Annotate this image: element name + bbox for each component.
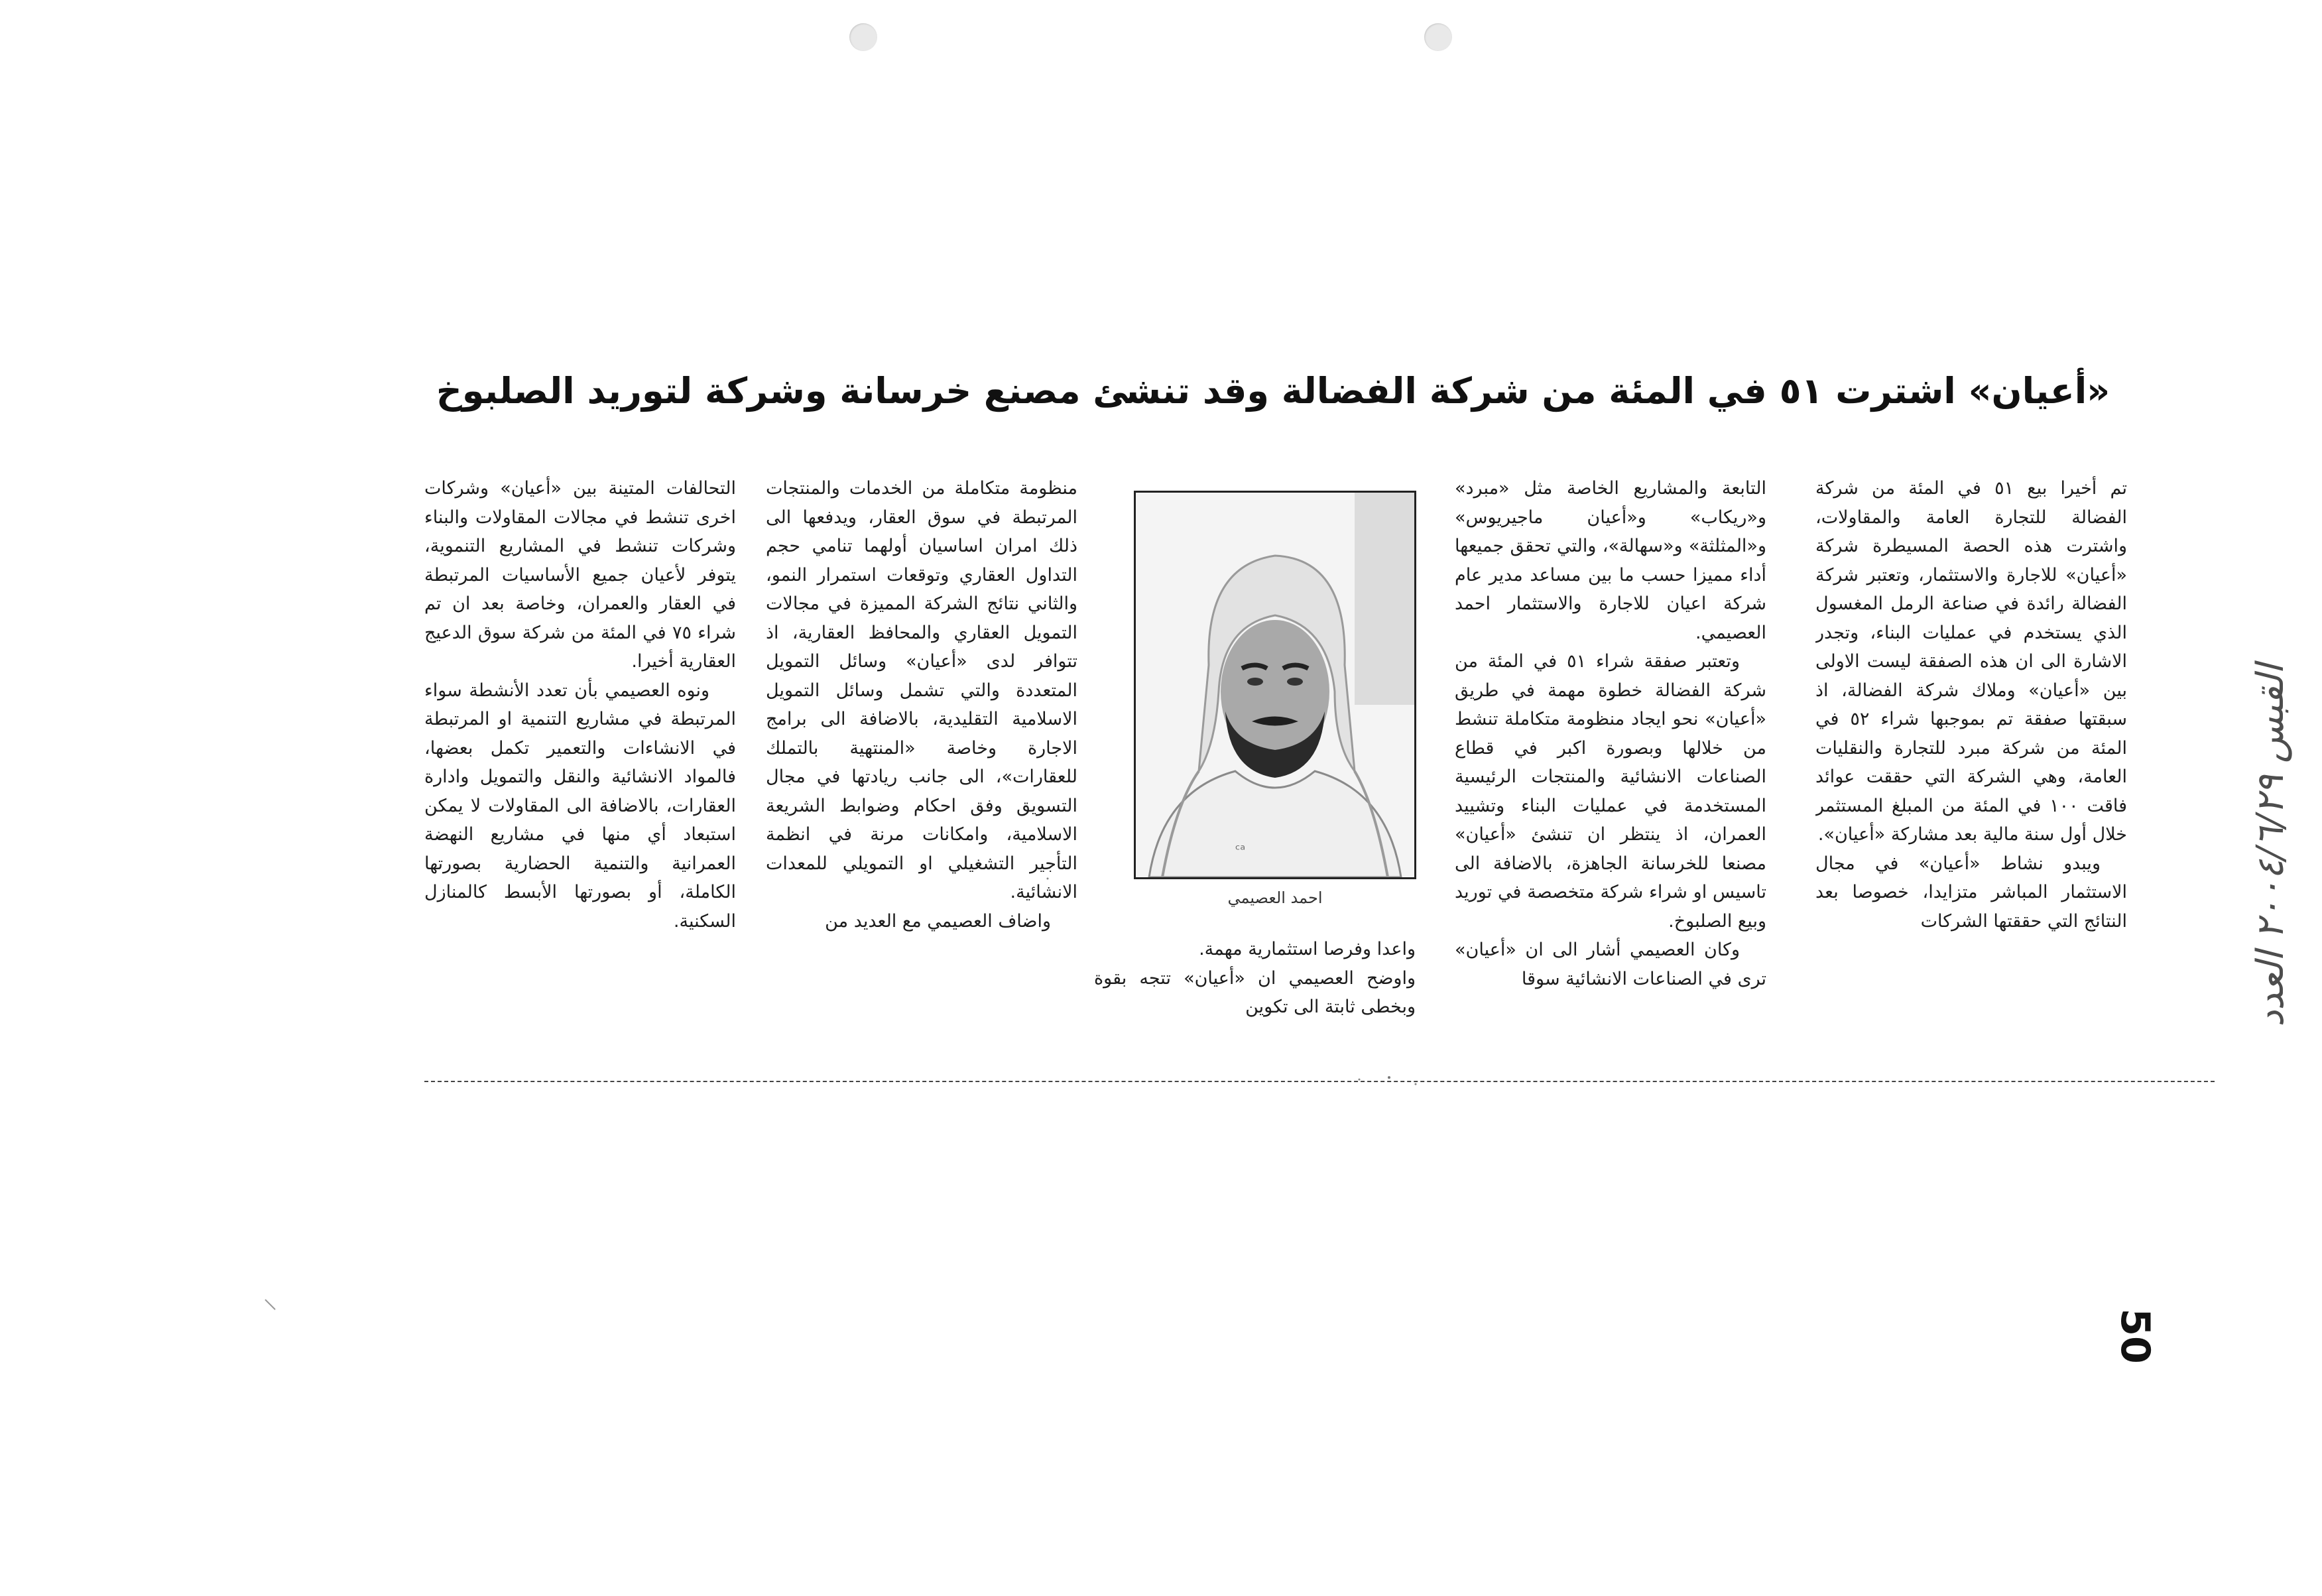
paragraph: واضاف العصيمي مع العديد من <box>825 910 1051 932</box>
paragraph: ونوه العصيمي بأن تعدد الأنشطة سواء المرتبطة في مشاريع التنمية او المرتبطة في الانشاءات والتعمير تكمل بعضها، فالمواد الانشائية والنقل والتمويل وادارة العقارات، بالاضافة الى المقاولات لا يمكن استبعاد أي منها في مشاريع النهضة العمرانية والتنمية الحضارية بصورتها الكاملة، أو بصورتها الأبسط كالمنازل السكنية. <box>424 680 736 932</box>
paragraph: واعدا وفرصا استثمارية مهمة. <box>1199 939 1416 959</box>
paragraph: وكان العصيمي أشار الى ان «أعيان» ترى في الصناعات الانشائية سوقا <box>1455 940 1766 989</box>
paragraph: منظومة متكاملة من الخدمات والمنتجات المرتبطة في سوق العقار، ويدفعها الى ذلك امران اساسيان أولهما تنامي حجم التداول العقاري وتوقعات استمرار النمو، والثاني نتائج الشركة المميزة في مجالات التمويل العقاري والمحافظ العقارية، اذ تتوافر لدى «أعيان» وسائل التمويل المتعددة والتي تشمل وسائل التمويل الاسلامية التقليدية، بالاضافة الى برامج الاجارة وخاصة «المنتهية بالتملك للعقارات»، الى جانب ريادتها في مجال التسويق وفق احكام وضوابط الشريعة الاسلامية، وامكانات مرنة في انظمة التأجير التشغيلي او التمويلي للمعدات الانشائية. <box>766 478 1077 902</box>
paragraph: تم أخيرا بيع ٥١ في المئة من شركة الفضالة للتجارة العامة والمقاولات، واشترت هذه الحصة المسيطرة شركة «أعيان» للاجارة والاستثمار، وتعتبر شركة الفضالة رائدة في صناعة الرمل المغسول الذي يستخدم في عمليات البناء، وتجدر الاشارة الى ان هذه الصفقة ليست الاولى بين «أعيان» وملاك شركة الفضالة، اذ سبقتها صفقة تم بموجبها شراء ٥٢ في المئة من شركة مبرد للتجارة والنقليات العامة، وهي الشركة التي حققت عوائد فاقت ١٠٠ في المئة من المبلغ المستثمر خلال أول سنة مالية بعد مشاركة «أعيان». <box>1815 478 2127 845</box>
photo-caption: احمد العصيمي <box>1227 889 1323 907</box>
page-number: 50 <box>2112 1308 2158 1364</box>
paragraph: ويبدو نشاط «أعيان» في مجال الاستثمار المباشر متزايدا، خصوصا بعد النتائج التي حققتها الشركات <box>1815 853 2127 932</box>
paragraph: وتعتبر صفقة شراء ٥١ في المئة من شركة الفضالة خطوة مهمة في طريق «أعيان» نحو ايجاد منظومة متكاملة تنشط من خلالها وبصورة اكبر في قطاع الصناعات الانشائية والمنتجات الرئيسية المستخدمة في عمليات البناء وتشييد العمران، اذ ينتظر ان تنشئ «أعيان» مصنعا للخرسانة الجاهزة، بالاضافة الى تاسيس او شراء شركة متخصصة في توريد وبيع الصلبوخ. <box>1455 651 1766 932</box>
paragraph: التابعة والمشاريع الخاصة مثل «مبرد» و«ريكاب» و«أعيان ماجيريوس» و«المثلثة» و«سهالة»، والتي تحقق جميعها أداء مميزا حسب ما بين مساعد مدير عام شركة اعيان للاجارة والاستثمار احمد العصيمي. <box>1455 478 1766 643</box>
article-headline: «أعيان» اشترت ٥١ في المئة من شركة الفضالة وقد تنشئ مصنع خرسانة وشركة لتوريد الصلبوخ <box>436 370 2110 412</box>
handwritten-note: القبس ٢٠٠٤/٦/٢٩ العدد <box>2249 664 2292 1027</box>
svg-text:ᶜᵃ: ᶜᵃ <box>1235 841 1246 857</box>
paragraph: التحالفات المتينة بين «أعيان» وشركات اخرى تنشط في مجالات المقاولات والبناء وشركات تنشط في المشاريع التنموية، يتوفر لأعيان جميع الأساسيات المرتبطة في العقار والعمران، وخاصة بعد ان تم شراء ٧٥ في المئة من شركة سوق الدعيج العقارية أخيرا. <box>424 478 736 672</box>
paragraph: واوضح العصيمي ان «أعيان» تتجه بقوة وبخطى ثابتة الى تكوين <box>1094 967 1416 1017</box>
